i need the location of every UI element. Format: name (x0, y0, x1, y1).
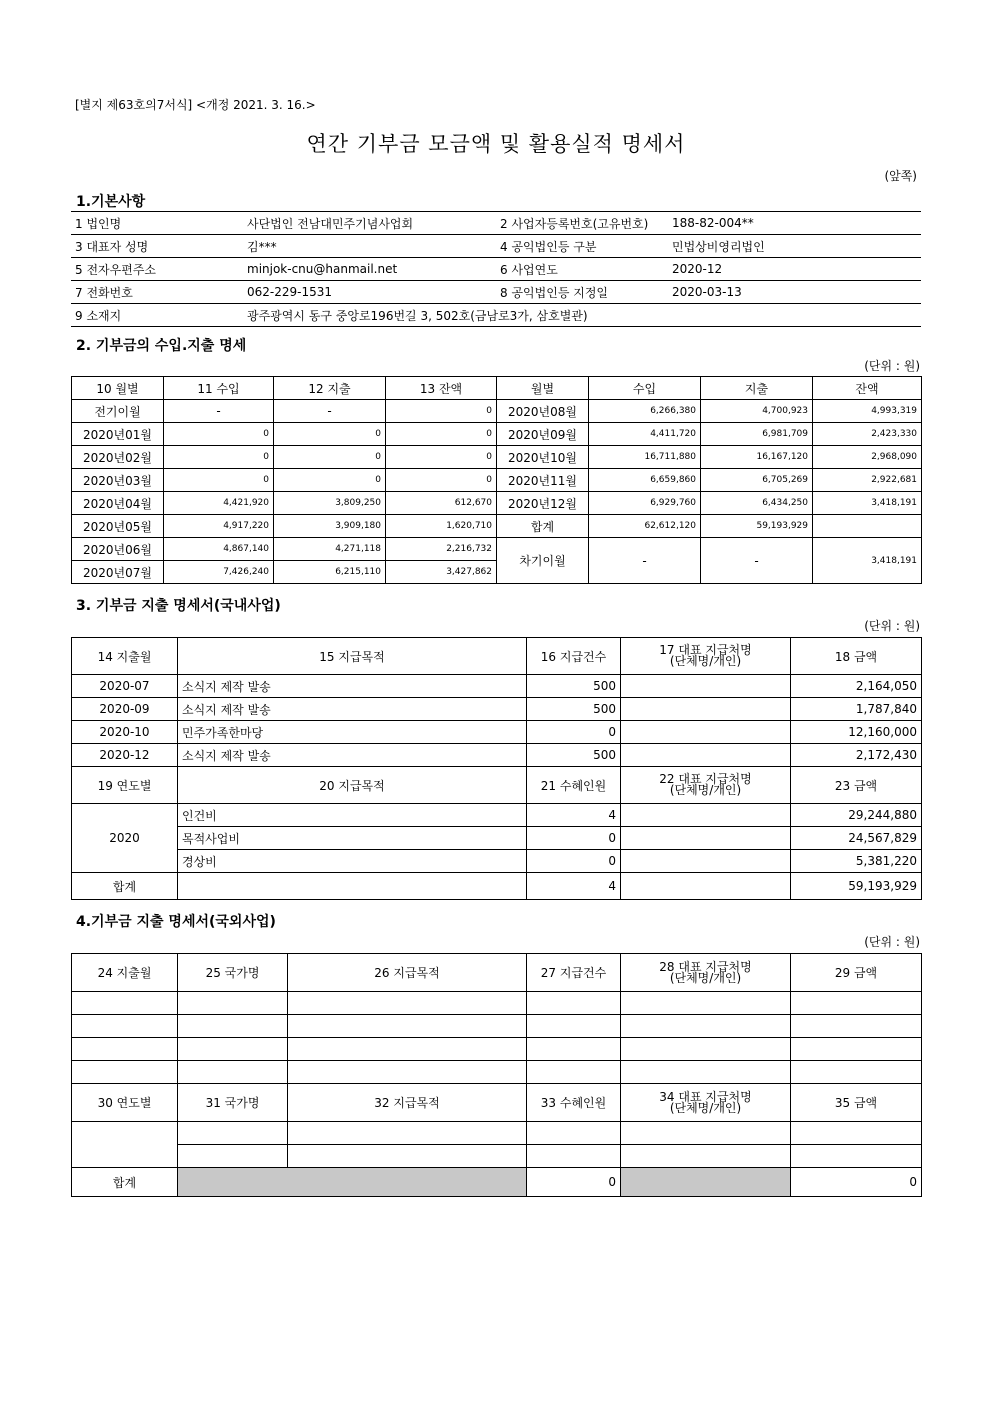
empty-cell (288, 1038, 527, 1061)
count-cell: 500 (527, 698, 621, 721)
value-cell: 6,659,860 (589, 469, 701, 492)
field-value: 188-82-004** (668, 212, 921, 235)
value-cell: 4,917,220 (164, 515, 274, 538)
table-row (72, 992, 922, 1015)
value-cell: 0 (274, 446, 386, 469)
value-cell: - (701, 538, 813, 584)
empty-cell (72, 1015, 178, 1038)
field-label: 3 대표자 성명 (71, 235, 243, 258)
table-row (72, 698, 922, 721)
value-cell: 1,620,710 (386, 515, 497, 538)
count-cell: 0 (527, 721, 621, 744)
empty-cell (527, 1038, 621, 1061)
month-cell: 2020년02월 (72, 446, 164, 469)
month-cell: 2020년09월 (497, 423, 589, 446)
empty-cell (621, 1122, 791, 1145)
field-label: 5 전자우편주소 (71, 258, 243, 281)
value-cell: 16,167,120 (701, 446, 813, 469)
purpose-cell: 소식지 제작 발송 (178, 698, 527, 721)
empty-cell (72, 992, 178, 1015)
count-cell: 4 (527, 873, 621, 900)
count-cell: 500 (527, 675, 621, 698)
month-cell: 2020-12 (72, 744, 178, 767)
recipient-cell (621, 675, 791, 698)
header-line: 22 대표 지급처명 (659, 772, 752, 786)
header-row (72, 377, 922, 400)
header-line: 34 대표 지급처명 (659, 1089, 752, 1104)
empty-cell (288, 992, 527, 1015)
table-row (71, 212, 921, 235)
field-value: minjok-cnu@hanmail.net (243, 258, 496, 281)
amount-cell: 2,172,430 (791, 744, 922, 767)
header-cell: 35 금액 (791, 1084, 922, 1122)
month-cell: 2020년01월 (72, 423, 164, 446)
header-row (72, 1084, 922, 1122)
header-row (72, 767, 922, 804)
header-cell: 19 연도별 (72, 767, 178, 804)
table-row (72, 1061, 922, 1084)
section1-title: 1.기본사항 (76, 194, 146, 210)
shaded-cell (178, 1168, 527, 1197)
count-cell: 500 (527, 744, 621, 767)
domestic-expense-table (71, 637, 922, 900)
address-label: 9 소재지 (71, 304, 243, 327)
value-cell: 2,968,090 (813, 446, 922, 469)
empty-cell (621, 992, 791, 1015)
value-cell: 6,705,269 (701, 469, 813, 492)
value-cell: 4,411,720 (589, 423, 701, 446)
value-cell: - (274, 400, 386, 423)
header-cell: 10 월별 (72, 377, 164, 400)
month-cell: 2020년03월 (72, 469, 164, 492)
empty-cell (72, 1122, 178, 1168)
month-cell: 2020년04월 (72, 492, 164, 515)
recipient-cell (621, 804, 791, 827)
empty-cell (178, 1122, 288, 1145)
recipient-cell (621, 698, 791, 721)
purpose-cell: 경상비 (178, 850, 527, 873)
value-cell: 16,711,880 (589, 446, 701, 469)
empty-cell (791, 1145, 922, 1168)
table-row (72, 1015, 922, 1038)
section4-unit: (단위 : 원) (864, 935, 920, 949)
empty-cell (527, 1061, 621, 1084)
empty-cell (288, 1145, 527, 1168)
basic-info-table (71, 211, 921, 327)
section4-title: 4.기부금 지출 명세서(국외사업) (76, 914, 276, 930)
month-cell: 2020년07월 (72, 561, 164, 584)
value-cell: 6,266,380 (589, 400, 701, 423)
table-row (72, 400, 922, 423)
page-title: 연간 기부금 모금액 및 활용실적 명세서 (306, 132, 686, 156)
empty-cell (791, 992, 922, 1015)
value-cell: 0 (164, 469, 274, 492)
month-cell: 2020년10월 (497, 446, 589, 469)
table-row (72, 1122, 922, 1145)
header-cell: 29 금액 (791, 954, 922, 992)
header-cell: 13 잔액 (386, 377, 497, 400)
count-cell: 0 (527, 1168, 621, 1197)
purpose-cell: 소식지 제작 발송 (178, 675, 527, 698)
header-cell: 12 지출 (274, 377, 386, 400)
value-cell: 59,193,929 (701, 515, 813, 538)
value-cell: 3,909,180 (274, 515, 386, 538)
header-cell: 11 수입 (164, 377, 274, 400)
header-cell: 26 지급목적 (288, 954, 527, 992)
purpose-cell: 민주가족한마당 (178, 721, 527, 744)
value-cell: 4,421,920 (164, 492, 274, 515)
value-cell: 0 (386, 469, 497, 492)
count-cell: 0 (527, 850, 621, 873)
form-number: [별지 제63호의7서식] <개정 2021. 3. 16.> (75, 98, 316, 112)
recipient-cell (621, 744, 791, 767)
table-row (72, 423, 922, 446)
field-value: 김*** (243, 235, 496, 258)
table-row (72, 721, 922, 744)
empty-cell (288, 1015, 527, 1038)
overseas-expense-table (71, 953, 922, 1197)
header-cell: 24 지출월 (72, 954, 178, 992)
section3-title: 3. 기부금 지출 명세서(국내사업) (76, 598, 281, 614)
amount-cell: 59,193,929 (791, 873, 922, 900)
header-cell: 15 지급목적 (178, 638, 527, 675)
header-line: 28 대표 지급처명 (659, 959, 752, 974)
field-value: 2020-12 (668, 258, 921, 281)
value-cell: 3,809,250 (274, 492, 386, 515)
purpose-cell (178, 873, 527, 900)
table-row (72, 469, 922, 492)
total-row (72, 1168, 922, 1197)
field-value: 사단법인 전남대민주기념사업회 (243, 212, 496, 235)
header-cell: 20 지급목적 (178, 767, 527, 804)
header-subline: (단체명/개인) (669, 970, 742, 985)
header-cell (621, 954, 791, 992)
value-cell: 4,700,923 (701, 400, 813, 423)
empty-cell (72, 1038, 178, 1061)
total-row (72, 873, 922, 900)
value-cell: 6,929,760 (589, 492, 701, 515)
table-row (71, 281, 921, 304)
value-cell: 0 (274, 423, 386, 446)
header-cell: 27 지급건수 (527, 954, 621, 992)
table-row (72, 675, 922, 698)
header-cell: 31 국가명 (178, 1084, 288, 1122)
purpose-cell: 소식지 제작 발송 (178, 744, 527, 767)
value-cell: 62,612,120 (589, 515, 701, 538)
header-cell: 14 지출월 (72, 638, 178, 675)
empty-cell (621, 1015, 791, 1038)
value-cell: 3,418,191 (813, 538, 922, 584)
field-value: 062-229-1531 (243, 281, 496, 304)
month-cell: 2020년06월 (72, 538, 164, 561)
header-cell: 30 연도별 (72, 1084, 178, 1122)
carry-label: 차기이월 (497, 538, 589, 584)
table-row (72, 804, 922, 827)
value-cell: 4,271,118 (274, 538, 386, 561)
empty-cell (791, 1038, 922, 1061)
amount-cell: 24,567,829 (791, 827, 922, 850)
empty-cell (621, 1038, 791, 1061)
amount-cell: 1,787,840 (791, 698, 922, 721)
month-cell: 전기이월 (72, 400, 164, 423)
purpose-cell: 인건비 (178, 804, 527, 827)
empty-cell (72, 1061, 178, 1084)
value-cell: 0 (386, 400, 497, 423)
field-value: 2020-03-13 (668, 281, 921, 304)
recipient-cell (621, 850, 791, 873)
table-row (72, 492, 922, 515)
field-value: 민법상비영리법인 (668, 235, 921, 258)
table-row (72, 538, 922, 561)
amount-cell: 0 (791, 1168, 922, 1197)
value-cell: 6,215,110 (274, 561, 386, 584)
field-label: 7 전화번호 (71, 281, 243, 304)
header-cell: 32 지급목적 (288, 1084, 527, 1122)
field-label: 1 법인명 (71, 212, 243, 235)
header-cell: 지출 (701, 377, 813, 400)
value-cell: 0 (386, 446, 497, 469)
header-cell: 16 지급건수 (527, 638, 621, 675)
section3-unit: (단위 : 원) (864, 619, 920, 633)
total-label: 합계 (72, 1168, 178, 1197)
table-row (72, 446, 922, 469)
value-cell: 4,867,140 (164, 538, 274, 561)
amount-cell: 5,381,220 (791, 850, 922, 873)
header-subline: (단체명/개인) (669, 654, 742, 668)
table-row (72, 1145, 922, 1168)
header-subline: (단체명/개인) (669, 783, 742, 797)
header-cell: 18 금액 (791, 638, 922, 675)
empty-cell (621, 1145, 791, 1168)
empty-cell (791, 1061, 922, 1084)
header-cell: 잔액 (813, 377, 922, 400)
empty-cell (791, 1122, 922, 1145)
header-row (72, 638, 922, 675)
value-cell: 0 (386, 423, 497, 446)
table-row (71, 235, 921, 258)
recipient-cell (621, 873, 791, 900)
month-cell: 2020-07 (72, 675, 178, 698)
field-label: 4 공익법인등 구분 (496, 235, 668, 258)
amount-cell: 2,164,050 (791, 675, 922, 698)
table-row (71, 304, 921, 327)
value-cell: 3,427,862 (386, 561, 497, 584)
header-subline: (단체명/개인) (669, 1100, 742, 1115)
value-cell: 6,434,250 (701, 492, 813, 515)
recipient-cell (621, 721, 791, 744)
value-cell: - (589, 538, 701, 584)
value-cell: 3,418,191 (813, 492, 922, 515)
empty-cell (527, 992, 621, 1015)
empty-cell (527, 1145, 621, 1168)
header-cell: 23 금액 (791, 767, 922, 804)
empty-cell (288, 1122, 527, 1145)
address-value: 광주광역시 동구 중앙로196번길 3, 502호(금남로3가, 삼호별관) (243, 304, 921, 327)
value-cell (813, 515, 922, 538)
section2-unit: (단위 : 원) (864, 359, 920, 373)
value-cell: 2,922,681 (813, 469, 922, 492)
empty-cell (178, 1145, 288, 1168)
section2-title: 2. 기부금의 수입.지출 명세 (76, 338, 247, 354)
header-cell: 수입 (589, 377, 701, 400)
header-cell: 월별 (497, 377, 589, 400)
empty-cell (178, 992, 288, 1015)
table-row (71, 258, 921, 281)
table-row (72, 827, 922, 850)
empty-cell (178, 1015, 288, 1038)
header-cell (621, 767, 791, 804)
empty-cell (178, 1038, 288, 1061)
header-line: 17 대표 지급처명 (659, 643, 752, 657)
field-label: 2 사업자등록번호(고유번호) (496, 212, 668, 235)
table-row (72, 850, 922, 873)
year-cell: 2020 (72, 804, 178, 873)
table-row (72, 1038, 922, 1061)
value-cell: 612,670 (386, 492, 497, 515)
value-cell: 0 (274, 469, 386, 492)
empty-cell (791, 1015, 922, 1038)
value-cell: 7,426,240 (164, 561, 274, 584)
empty-cell (621, 1061, 791, 1084)
value-cell: 0 (164, 446, 274, 469)
total-label: 합계 (72, 873, 178, 900)
value-cell: 0 (164, 423, 274, 446)
page-side-label: (앞쪽) (884, 169, 917, 183)
month-cell: 2020년05월 (72, 515, 164, 538)
amount-cell: 12,160,000 (791, 721, 922, 744)
month-cell: 2020-09 (72, 698, 178, 721)
table-row (72, 744, 922, 767)
header-row (72, 954, 922, 992)
month-cell: 2020년08월 (497, 400, 589, 423)
month-cell: 2020-10 (72, 721, 178, 744)
month-cell: 2020년12월 (497, 492, 589, 515)
month-cell: 2020년11월 (497, 469, 589, 492)
shaded-cell (621, 1168, 791, 1197)
value-cell: 4,993,319 (813, 400, 922, 423)
empty-cell (527, 1122, 621, 1145)
purpose-cell: 목적사업비 (178, 827, 527, 850)
count-cell: 4 (527, 804, 621, 827)
empty-cell (527, 1015, 621, 1038)
field-label: 8 공익법인등 지정일 (496, 281, 668, 304)
header-cell (621, 638, 791, 675)
value-cell: - (164, 400, 274, 423)
table-row (72, 515, 922, 538)
empty-cell (288, 1061, 527, 1084)
value-cell: 6,981,709 (701, 423, 813, 446)
value-cell: 2,216,732 (386, 538, 497, 561)
header-cell: 25 국가명 (178, 954, 288, 992)
income-expense-table (71, 376, 922, 584)
recipient-cell (621, 827, 791, 850)
month-cell: 합계 (497, 515, 589, 538)
value-cell: 2,423,330 (813, 423, 922, 446)
header-cell: 33 수혜인원 (527, 1084, 621, 1122)
field-label: 6 사업연도 (496, 258, 668, 281)
header-cell: 21 수혜인원 (527, 767, 621, 804)
header-cell (621, 1084, 791, 1122)
count-cell: 0 (527, 827, 621, 850)
empty-cell (178, 1061, 288, 1084)
amount-cell: 29,244,880 (791, 804, 922, 827)
